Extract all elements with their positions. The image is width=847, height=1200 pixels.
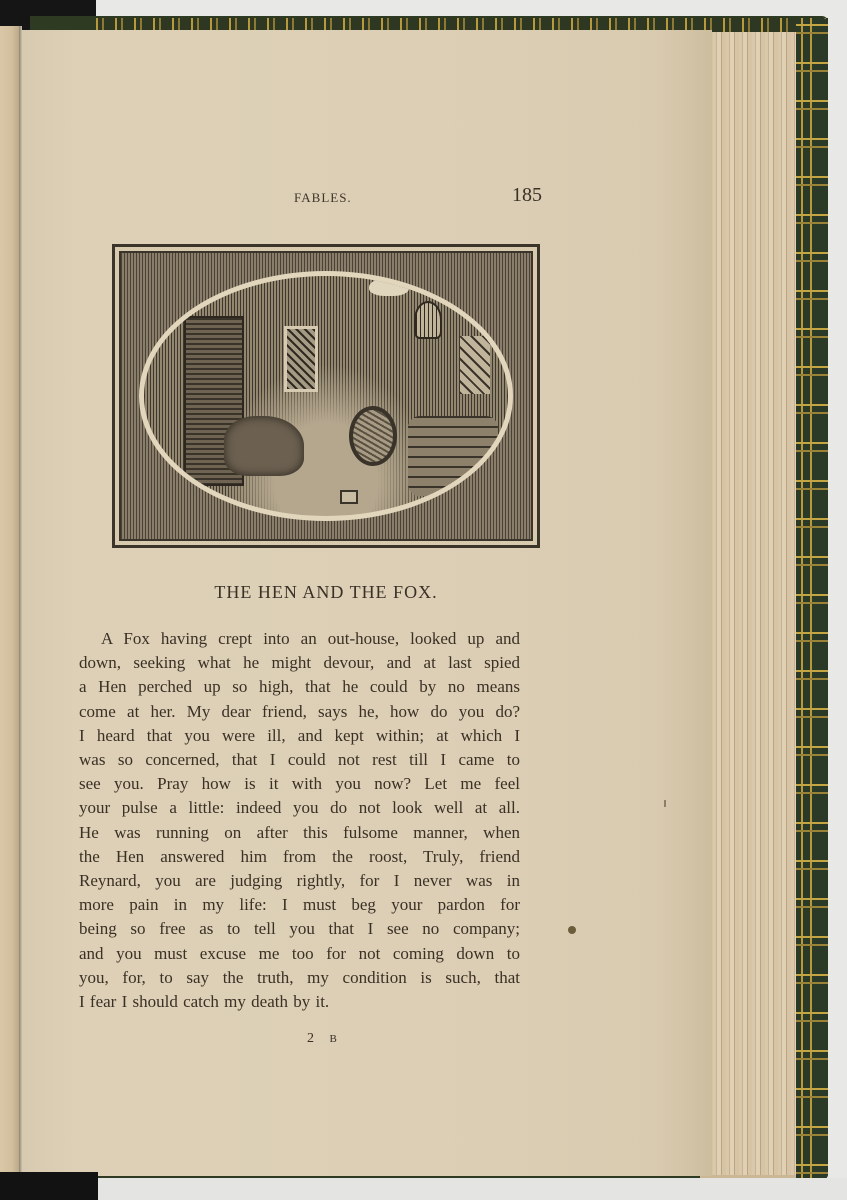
- barrel-icon: [408, 416, 498, 496]
- body-line: was so concerned, that I could not rest till I came to: [79, 750, 520, 770]
- body-line: down, seeking what he might devour, and at last spied: [79, 653, 520, 673]
- lattice-window-icon: [460, 336, 490, 394]
- signature-number: 2: [307, 1031, 320, 1046]
- body-line: a Hen perched up so high, that he could by no means: [79, 677, 520, 697]
- bucket-icon: [340, 490, 358, 504]
- illustration-oval-vignette: [139, 271, 513, 521]
- body-line: see you. Pray how is it with you now? Let me feel: [79, 774, 520, 794]
- body-line: come at her. My dear friend, says he, how do you do?: [79, 701, 520, 721]
- running-head: FABLES.: [294, 190, 352, 205]
- body-line: Reynard, you are judging rightly, for I never was in: [79, 871, 520, 891]
- illustration-engraving: [119, 251, 533, 541]
- gilt-border-right: [796, 18, 828, 1180]
- body-line: the Hen answered him from the roost, Truly, friend: [79, 846, 520, 866]
- fable-body: [79, 627, 520, 1014]
- illustration-frame: [112, 244, 540, 548]
- body-line: more pain in my life: I must beg your pardon for: [79, 895, 520, 915]
- body-line: being so free as to tell you that I see no company;: [79, 919, 520, 939]
- birdcage-icon: [414, 301, 442, 339]
- basket-icon: [349, 406, 397, 466]
- body-line: you, for, to say the truth, my condition is such, that: [79, 967, 520, 987]
- book-page: [22, 30, 712, 1176]
- page-stack-edges: [700, 32, 796, 1178]
- fox-icon: [224, 416, 304, 476]
- body-line: I fear I should catch my death by it.: [79, 992, 330, 1012]
- signature-mark: [307, 1031, 343, 1047]
- scan-background-black-bottom: [0, 1172, 98, 1200]
- signature-letter: B: [329, 1033, 343, 1045]
- paper-speck: [664, 800, 666, 807]
- body-line: I heard that you were ill, and kept within; at which I: [79, 725, 520, 745]
- body-line: A Fox having crept into an out-house, looked up and: [101, 629, 520, 648]
- window-icon: [284, 326, 318, 392]
- body-line: your pulse a little: indeed you do not look well at all.: [79, 798, 520, 818]
- gutter-line: [19, 26, 22, 1186]
- foxing-spot: [568, 926, 576, 934]
- hen-icon: [369, 278, 409, 296]
- page-number: 185: [512, 184, 542, 206]
- body-line: and you must excuse me too for not coming down to: [79, 943, 520, 963]
- fable-title: THE HEN AND THE FOX.: [214, 582, 438, 602]
- scan-background-white-bottom: [98, 1178, 847, 1200]
- left-page-edge: [0, 26, 20, 1176]
- body-line: He was running on after this fulsome manner, when: [79, 822, 520, 842]
